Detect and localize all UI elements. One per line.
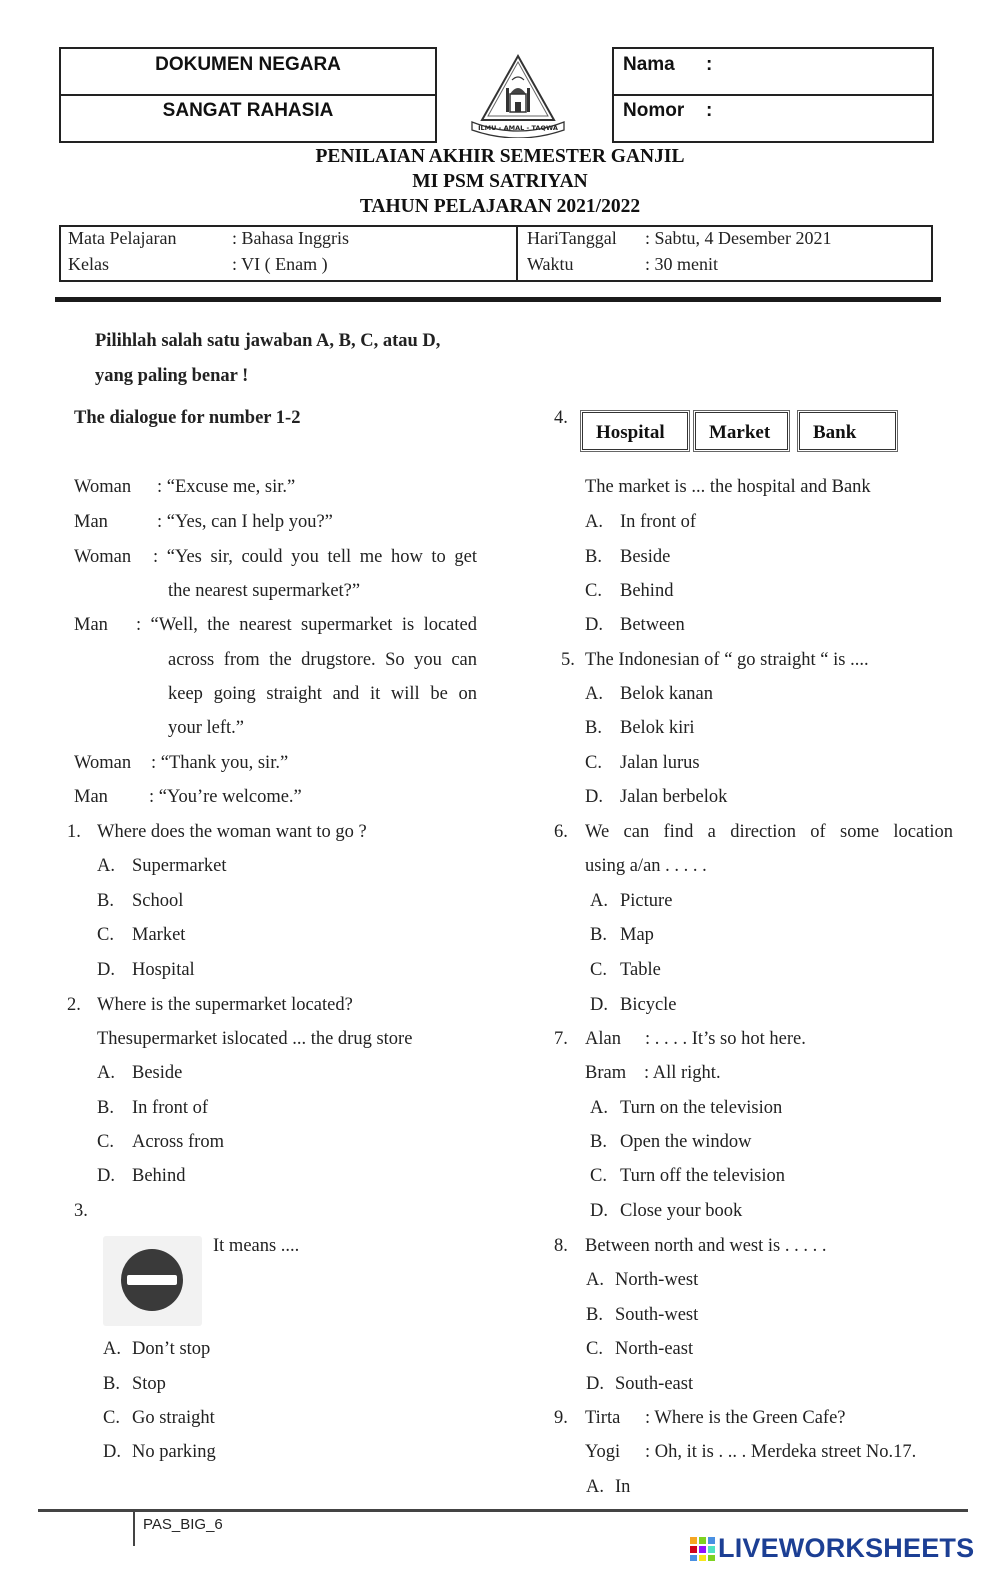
class-value: : VI ( Enam ) <box>232 254 328 274</box>
q7-number: 7. <box>554 1029 568 1049</box>
time-label: Waktu <box>527 254 574 274</box>
q9-line-2: : Oh, it is . .. . Merdeka street No.17. <box>645 1442 917 1462</box>
q6-option-d[interactable] <box>590 995 677 1016</box>
option-letter: C. <box>103 1408 120 1428</box>
q3-option-c[interactable] <box>103 1408 215 1429</box>
q4-question: The market is ... the hospital and Bank <box>585 477 871 497</box>
dialogue-speaker: Woman <box>74 753 132 773</box>
dialogue-line: your left.” <box>168 718 245 738</box>
option-letter: C. <box>585 753 602 773</box>
doc-label: DOKUMEN NEGARA <box>155 54 341 75</box>
q8-number: 8. <box>554 1236 568 1256</box>
q2-number: 2. <box>67 995 81 1015</box>
q5-option-b[interactable] <box>585 718 695 739</box>
footer-code-divider <box>133 1512 135 1546</box>
q4-option-c[interactable] <box>585 581 674 602</box>
option-letter: D. <box>585 787 603 807</box>
option-text: Belok kanan <box>620 684 713 704</box>
q1-option-d[interactable] <box>97 960 195 981</box>
option-letter: B. <box>590 925 607 945</box>
option-text: Close your book <box>620 1201 743 1221</box>
option-text: Turn on the television <box>620 1098 783 1118</box>
q1-option-c[interactable] <box>97 925 186 946</box>
q7-option-d[interactable] <box>590 1201 743 1222</box>
option-text: Go straight <box>132 1408 215 1428</box>
dialogue-line: the nearest supermarket?” <box>168 581 361 601</box>
option-text: In <box>615 1477 631 1497</box>
instruction-line-2: yang paling benar ! <box>95 366 249 386</box>
option-text: In front of <box>132 1098 209 1118</box>
q1-option-b[interactable] <box>97 891 184 912</box>
option-letter: B. <box>585 547 602 567</box>
q9-option-a[interactable] <box>586 1477 631 1498</box>
option-text: Between <box>620 615 685 635</box>
option-letter: C. <box>590 960 607 980</box>
place-bank: Bank <box>799 412 896 450</box>
dialogue-line: : “Yes sir, could you tell me how to get <box>153 547 477 567</box>
day-label: HariTanggal <box>527 228 617 248</box>
option-letter: A. <box>586 1270 604 1290</box>
secret-label: SANGAT RAHASIA <box>162 100 334 121</box>
option-text: Stop <box>132 1374 166 1394</box>
q9-speaker-2: Yogi <box>585 1442 621 1462</box>
option-letter: A. <box>585 684 603 704</box>
instruction-line-1: Pilihlah salah satu jawaban A, B, C, atau D, <box>95 331 441 351</box>
subject-label: Mata Pelajaran <box>68 228 177 248</box>
option-letter: D. <box>585 615 603 635</box>
q8-option-b[interactable] <box>586 1305 699 1326</box>
name-colon: : <box>706 54 713 75</box>
option-text: In front of <box>620 512 697 532</box>
q9-number: 9. <box>554 1408 568 1428</box>
option-letter: C. <box>585 581 602 601</box>
school-logo <box>466 50 570 138</box>
number-colon: : <box>706 100 713 121</box>
option-letter: B. <box>590 1132 607 1152</box>
option-letter: D. <box>97 960 115 980</box>
q8-option-a[interactable] <box>586 1270 699 1291</box>
dialogue-line: : “Yes, can I help you?” <box>157 512 333 532</box>
q7-option-a[interactable] <box>590 1098 783 1119</box>
option-text: Behind <box>132 1166 186 1186</box>
dialogue-speaker: Man <box>74 615 108 635</box>
q2-question: Where is the supermarket located? <box>97 995 353 1015</box>
student-info-divider <box>612 94 934 96</box>
option-text: No parking <box>132 1442 216 1462</box>
option-letter: D. <box>590 1201 608 1221</box>
name-label: Nama <box>623 54 675 75</box>
option-text: Behind <box>620 581 674 601</box>
option-letter: A. <box>590 891 608 911</box>
q6-subtext: using a/an . . . . . <box>585 856 707 876</box>
q9-speaker-1: Tirta <box>585 1408 621 1428</box>
option-text: Beside <box>132 1063 183 1083</box>
option-letter: B. <box>103 1374 120 1394</box>
option-text: South-east <box>615 1374 694 1394</box>
dialogue-speaker: Woman <box>74 477 132 497</box>
q6-number: 6. <box>554 822 568 842</box>
q4-option-b[interactable] <box>585 547 671 568</box>
option-text: Map <box>620 925 654 945</box>
dialogue-line: keep going straight and it will be on <box>168 684 477 704</box>
dialogue-line: across from the drugstore. So you can <box>168 650 477 670</box>
q9-line-1: : Where is the Green Cafe? <box>645 1408 846 1428</box>
class-label: Kelas <box>68 254 109 274</box>
option-text: Bicycle <box>620 995 677 1015</box>
q5-option-a[interactable] <box>585 684 713 705</box>
option-letter: B. <box>97 1098 114 1118</box>
option-letter: A. <box>103 1339 121 1359</box>
q7-line-2: : All right. <box>644 1063 721 1083</box>
dialogue-speaker: Man <box>74 512 108 532</box>
q1-option-a[interactable] <box>97 856 227 877</box>
option-letter: B. <box>586 1305 603 1325</box>
q2-subtext: Thesupermarket islocated ... the drug store <box>97 1029 413 1049</box>
school-name: MI PSM SATRIYAN <box>412 171 588 192</box>
option-text: North-east <box>615 1339 694 1359</box>
option-text: Belok kiri <box>620 718 695 738</box>
q2-option-d[interactable] <box>97 1166 186 1187</box>
dialogue-line: : “Excuse me, sir.” <box>157 477 296 497</box>
option-text: Across from <box>132 1132 224 1152</box>
q4-option-a[interactable] <box>585 512 697 533</box>
option-text: Table <box>620 960 661 980</box>
option-letter: A. <box>590 1098 608 1118</box>
q8-option-c[interactable] <box>586 1339 694 1360</box>
footer-rule <box>38 1509 968 1512</box>
option-letter: B. <box>97 891 114 911</box>
q4-number: 4. <box>554 408 568 428</box>
q7-speaker-2: Bram <box>585 1063 627 1083</box>
q6-option-a[interactable] <box>590 891 673 912</box>
q2-option-a[interactable] <box>97 1063 183 1084</box>
option-text: Open the window <box>620 1132 752 1152</box>
q7-line-1: : . . . . It’s so hot here. <box>645 1029 806 1049</box>
option-text: Picture <box>620 891 673 911</box>
number-label: Nomor <box>623 100 685 121</box>
no-entry-sign-icon <box>103 1236 202 1326</box>
option-text: Turn off the television <box>620 1166 785 1186</box>
day-value: : Sabtu, 4 Desember 2021 <box>645 228 832 248</box>
header-rule <box>55 297 941 302</box>
liveworksheets-wordmark: LIVEWORKSHEETS <box>718 1533 975 1563</box>
q6-option-c[interactable] <box>590 960 661 981</box>
q3-option-a[interactable] <box>103 1339 211 1360</box>
q5-option-c[interactable] <box>585 753 700 774</box>
dialogue-heading: The dialogue for number 1-2 <box>74 408 301 428</box>
option-letter: D. <box>586 1374 604 1394</box>
logo-banner-text: ILMU - AMAL - TAQWA <box>478 124 558 132</box>
time-value: : 30 menit <box>645 254 718 274</box>
place-market: Market <box>695 412 788 450</box>
dialogue-speaker: Man <box>74 787 108 807</box>
dialogue-line: : “You’re welcome.” <box>149 787 302 807</box>
q7-option-c[interactable] <box>590 1166 785 1187</box>
q7-option-b[interactable] <box>590 1132 752 1153</box>
q7-speaker-1: Alan <box>585 1029 621 1049</box>
option-letter: A. <box>585 512 603 532</box>
exam-title: PENILAIAN AKHIR SEMESTER GANJIL <box>315 146 685 167</box>
option-letter: C. <box>586 1339 603 1359</box>
place-hospital: Hospital <box>582 412 688 450</box>
q1-number: 1. <box>67 822 81 842</box>
academic-year: TAHUN PELAJARAN 2021/2022 <box>359 196 641 217</box>
option-text: Jalan berbelok <box>620 787 728 807</box>
q5-number: 5. <box>561 650 575 670</box>
option-letter: B. <box>585 718 602 738</box>
q3-number: 3. <box>74 1201 88 1221</box>
q2-option-c[interactable] <box>97 1132 224 1153</box>
q3-option-d[interactable] <box>103 1442 216 1463</box>
option-letter: D. <box>590 995 608 1015</box>
option-text: School <box>132 891 184 911</box>
option-letter: A. <box>97 856 115 876</box>
option-text: Jalan lurus <box>620 753 700 773</box>
option-letter: A. <box>586 1477 604 1497</box>
option-letter: C. <box>97 925 114 945</box>
liveworksheets-icon <box>690 1537 716 1561</box>
option-letter: C. <box>97 1132 114 1152</box>
dialogue-line: : “Well, the nearest supermarket is located <box>136 615 477 635</box>
q8-question: Between north and west is . . . . . <box>585 1236 827 1256</box>
q5-question: The Indonesian of “ go straight “ is .... <box>585 650 869 670</box>
option-letter: A. <box>97 1063 115 1083</box>
option-text: North-west <box>615 1270 699 1290</box>
option-text: South-west <box>615 1305 699 1325</box>
option-letter: D. <box>97 1166 115 1186</box>
option-text: Don’t stop <box>132 1339 211 1359</box>
q5-option-d[interactable] <box>585 787 728 808</box>
q3-question: It means .... <box>213 1236 300 1256</box>
option-text: Hospital <box>132 960 195 980</box>
footer-code: PAS_BIG_6 <box>143 1516 223 1533</box>
q8-option-d[interactable] <box>586 1374 694 1395</box>
header-divider <box>59 94 437 96</box>
q1-question: Where does the woman want to go ? <box>97 822 367 842</box>
exam-info-divider <box>516 225 518 282</box>
option-text: Market <box>132 925 186 945</box>
q6-option-b[interactable] <box>590 925 654 946</box>
option-letter: C. <box>590 1166 607 1186</box>
subject-value: : Bahasa Inggris <box>232 228 349 248</box>
q3-option-b[interactable] <box>103 1374 166 1395</box>
option-letter: D. <box>103 1442 121 1462</box>
option-text: Beside <box>620 547 671 567</box>
option-text: Supermarket <box>132 856 227 876</box>
q4-option-d[interactable] <box>585 615 685 636</box>
q2-option-b[interactable] <box>97 1098 209 1119</box>
dialogue-line: : “Thank you, sir.” <box>151 753 289 773</box>
q6-question: We can find a direction of some location <box>585 822 953 842</box>
dialogue-speaker: Woman <box>74 547 132 567</box>
